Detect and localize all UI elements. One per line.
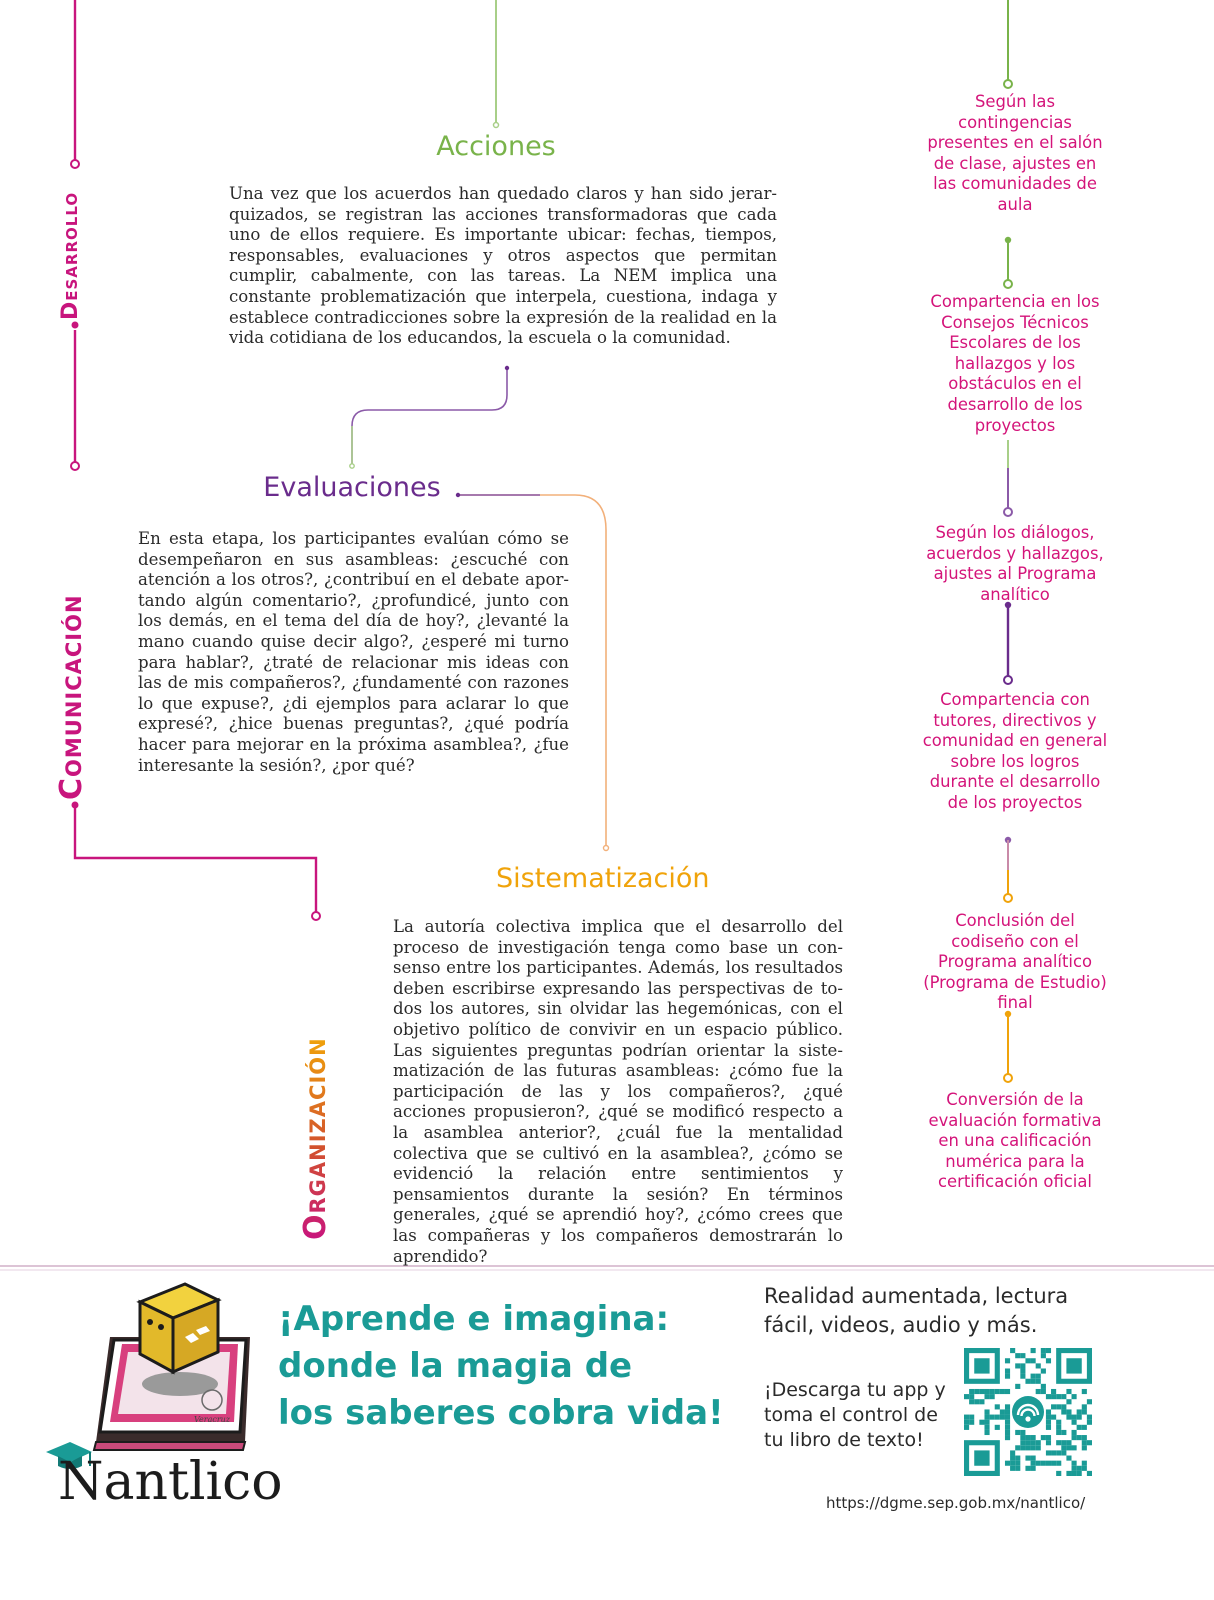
section-title-evaluaciones: Evaluaciones — [263, 472, 441, 503]
section-title-sistematizacion: Sistematización — [496, 863, 710, 894]
download-line-1: ¡Descarga tu app y — [764, 1379, 946, 1401]
section-body-acciones: Una vez que los acuerdos han quedado claros y han sido jerarquizados, se registran las acciones transformadoras que cada uno de ellos requiere. Es importante ubicar: fechas, tiempos, responsables, evaluaciones y otros aspectos que permitan cumplir, cabalmente, con las tareas. La NEM implica una constante problematización que interpela, cuestiona, indaga y establece contradicciones sobre la expresión de la realidad en la vida cotidiana de los educandos, la escuela o la comunidad. — [229, 184, 777, 348]
download-url-link[interactable]: https://dgme.sep.gob.mx/nantlico/ — [826, 1494, 1086, 1512]
brand-nantlico: Nantlico — [58, 1452, 283, 1512]
download-text — [764, 1378, 946, 1453]
features-text — [764, 1282, 1068, 1340]
section-body-evaluaciones: En esta etapa, los participantes evalúan cómo se desempeñaron en sus asambleas: ¿escuché con atención a los otros?, ¿contribuí en el debate aportando algún comentario?, ¿profundicé, junto con los demás, en el tema del día de hoy?, ¿levanté la mano cuando quise decir algo?, ¿esperé mi turno para hablar?, ¿traté de relacionar mis ideas con las de mis compañeros?, ¿fundamenté con razones lo que expuse?, ¿di ejemplos para aclarar lo que expresé?, ¿hice buenas preguntas?, ¿qué podría hacer para mejorar en la próxima asamblea?, ¿fue interesante la sesión?, ¿por qué? — [138, 529, 569, 775]
download-line-3: tu libro de texto! — [764, 1429, 924, 1451]
slogan-line-2: donde la magia de — [278, 1346, 633, 1386]
step-1: Según las contingencias presentes en el salón de clase, ajustes en las comunidades de aula — [927, 92, 1103, 214]
section-title-acciones: Acciones — [436, 131, 556, 162]
book-seal-text: Veracruz — [193, 1415, 231, 1424]
phase-label-organizacion — [298, 1037, 333, 1240]
phase-label-organizacion-text: Organización — [298, 1037, 333, 1240]
phase-label-desarrollo — [58, 192, 83, 320]
download-line-2: toma el control de — [764, 1404, 938, 1426]
phase-label-desarrollo-text: Desarrollo — [58, 191, 83, 320]
features-line-2: fácil, videos, audio y más. — [764, 1313, 1038, 1337]
section-body-sistematizacion: La autoría colectiva implica que el desarrollo del proceso de investigación tenga como base un consenso entre los participantes. Además, los resultados deben escribirse expresando las perspectivas de todos los autores, sin olvidar las hegemónicas, con el objetivo político de convivir en un espacio público. Las siguientes preguntas podrían orientar la sistematización de las futuras asambleas: ¿cómo fue la participación de las y los compañeros?, ¿qué acciones propusieron?, ¿qué se modificó respecto a la asamblea anterior?, ¿cuál fue la mentalidad colectiva que se cultivó en la asamblea?, ¿cómo se evidenció la relación entre sentimientos y pensamientos durante la sesión? En términos generales, ¿qué se aprendió hoy?, ¿cómo crees que las compañeras y los compañeros demostrarán lo aprendido? — [393, 917, 843, 1266]
step-2: Compartencia en los Consejos Técnicos Escolares de los hallazgos y los obstáculos en el desarrollo de los proyectos — [930, 292, 1100, 435]
features-line-1: Realidad aumentada, lectura — [764, 1284, 1069, 1308]
step-6: Conversión de la evaluación formativa en una calificación numérica para la certificación oficial — [928, 1090, 1102, 1192]
phase-label-comunicacion-text: Comunicación — [54, 594, 89, 800]
book-cube-illustration — [40, 1282, 280, 1462]
footer-slogan — [278, 1296, 724, 1437]
qr-code-icon[interactable] — [964, 1348, 1092, 1476]
step-3: Según los diálogos, acuerdos y hallazgos, ajustes al Programa analítico — [926, 523, 1104, 604]
step-4: Compartencia con tutores, directivos y comunidad en general sobre los logros durante el desarrollo de los proyectos — [922, 690, 1108, 812]
slogan-line-3: los saberes cobra vida! — [278, 1393, 724, 1433]
phase-label-comunicacion — [54, 594, 89, 800]
slogan-line-1: ¡Aprende e imagina: — [278, 1299, 670, 1339]
step-5: Conclusión del codiseño con el Programa analítico (Programa de Estudio) final — [923, 911, 1107, 1013]
